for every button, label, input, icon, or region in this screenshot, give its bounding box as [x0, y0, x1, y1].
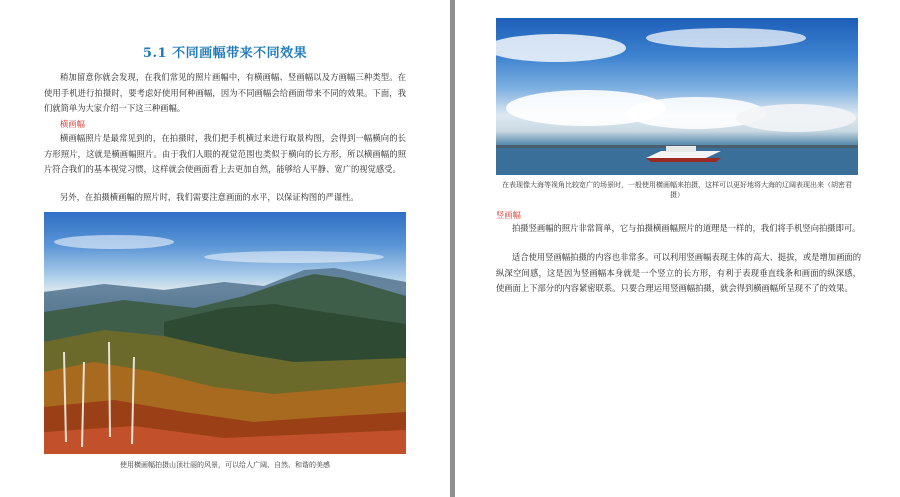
vertical-paragraph-1: 拍摄竖画幅的照片非常简单，它与拍摄横画幅照片的道理是一样的，我们将手机竖向拍摄即可。 [512, 223, 861, 233]
sea-boat-photo [496, 18, 858, 175]
page-title: 5.1 不同画幅带来不同效果 [142, 46, 308, 61]
horizontal-paragraph-2: 另外，在拍摄横画幅的照片时，我们需要注意画面的水平，以保证构图的严谨性。 [60, 192, 359, 202]
sea-photo-caption: 在表现像大海等视角比较宽广的场景时，一般使用横画幅来拍摄，这样可以更好地将大海的辽阔表现出来（胡密君 摄） [502, 181, 852, 199]
intro-paragraph: 稍加留意你就会发现，在我们常见的照片画幅中，有横画幅、竖画幅以及方画幅三种类型。在使用手机进行拍摄时，要考虑好使用何种画幅，因为不同画幅会给画面带来不同的效果。下面，我们就简单为大家介绍一下这三种画幅。 [44, 72, 406, 113]
right-page [455, 0, 900, 497]
mountain-landscape-photo [44, 212, 406, 454]
section-heading-vertical: 竖画幅 [496, 210, 521, 220]
mountain-photo-caption: 使用横画幅拍摄山顶壮丽的风景，可以给人广阔、自然、和谐的美感 [120, 461, 330, 469]
vertical-paragraph-2: 适合使用竖画幅拍摄的内容也非常多。可以利用竖画幅表现主体的高大、挺拔，或是增加画面的纵深空间感，这是因为竖画幅本身就是一个竖立的长方形，有利于表现垂直线条和画面的纵深感，使画面上下部分的内容紧密联系。只要合理运用竖画幅拍摄，就会得到横画幅所呈现不了的效果。 [496, 252, 861, 293]
horizontal-paragraph-1: 横画幅照片是最常见到的，在拍摄时，我们把手机横过来进行取景构图，会得到一幅横向的长方形照片，这就是横画幅照片。由于我们人眼的视觉范围也类似于横向的长方形，所以横画幅的照片符合我们的基本视觉习惯，这样就会使画面看上去更加自然，能够给人平静、宽广的视觉感受。 [44, 133, 406, 174]
section-heading-horizontal: 横画幅 [60, 119, 85, 129]
